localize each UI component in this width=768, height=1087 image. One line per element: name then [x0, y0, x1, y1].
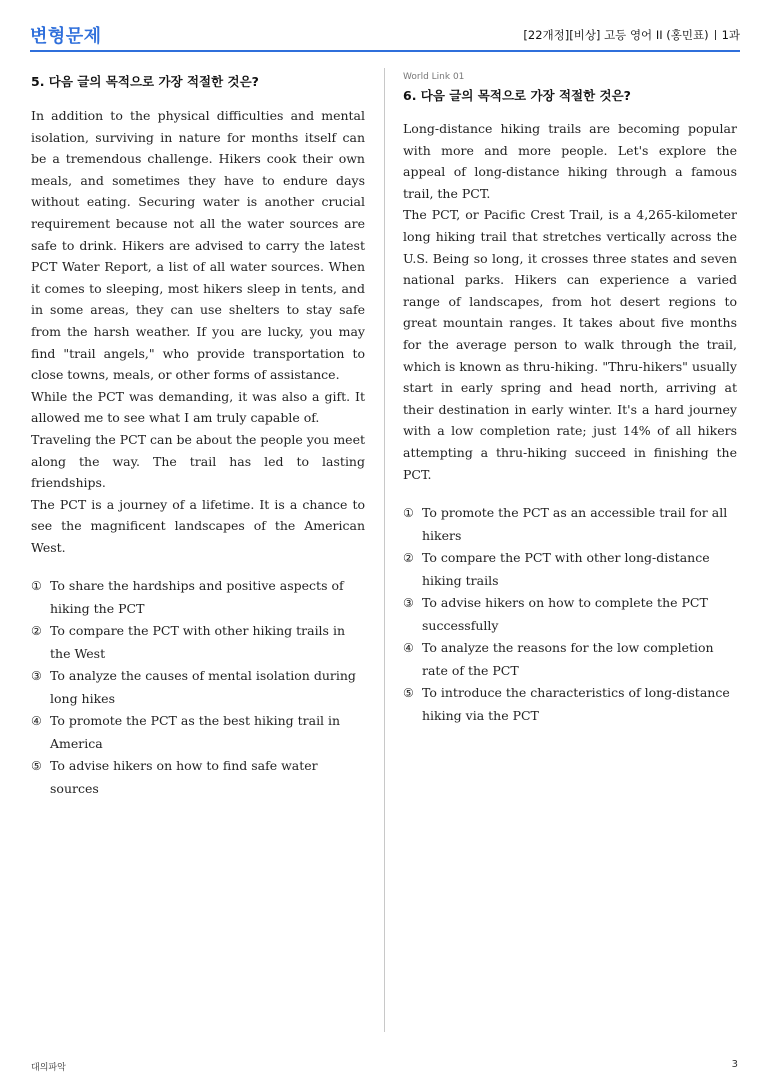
passage-paragraph: The PCT, or Pacific Crest Trail, is a 4,265-kilometer long hiking trail that stretches vertically across the U.S. Being so long, it crosses three states and seven national parks. Hikers can experience a varied range of landscapes, from hot desert regions to great mountain ranges. It takes about five months for the average person to walk through the trail, which is known as thru-hiking. "Thru-hikers" usually start in early spring and head north, arriving at their destination in early winter. It's a hard journey with a low completion rate; just 14% of all hikers attempting a thru-hiking succeed in finishing the PCT.	[403, 207, 737, 482]
question-6	[403, 68, 737, 727]
option-number: ④	[403, 641, 414, 656]
option-text: To analyze the reasons for the low completion rate of the PCT	[422, 640, 714, 678]
page-header	[30, 20, 740, 52]
option-number: ①	[403, 506, 414, 521]
passage-paragraph: While the PCT was demanding, it was also a gift. It allowed me to see what I am truly capable of.	[31, 388, 365, 426]
page-number: 3	[731, 1059, 738, 1070]
lesson-label: 1과	[721, 28, 740, 42]
answer-option[interactable]	[403, 547, 737, 592]
answer-option[interactable]	[403, 502, 737, 547]
footer-section-label: 대의파악	[31, 1063, 66, 1073]
option-text: To advise hikers on how to find safe water sources	[50, 758, 318, 796]
option-number: ④	[31, 714, 42, 729]
answer-option[interactable]	[403, 637, 737, 682]
answer-option[interactable]	[31, 620, 365, 665]
passage	[403, 118, 737, 485]
passage-paragraph: Traveling the PCT can be about the people you meet along the way. The trail has led to lasting friendships.	[31, 431, 365, 491]
option-text: To compare the PCT with other long-distance hiking trails	[422, 550, 710, 588]
answer-option[interactable]	[31, 755, 365, 800]
option-text: To promote the PCT as an accessible trail for all hikers	[422, 505, 728, 543]
column-divider	[384, 68, 385, 1032]
question-5	[31, 68, 365, 800]
option-number: ③	[403, 596, 414, 611]
option-number: ③	[31, 669, 42, 684]
passage-paragraph: The PCT is a journey of a lifetime. It is a chance to see the magnificent landscapes of the American West.	[31, 496, 365, 555]
option-number: ②	[403, 551, 414, 566]
option-text: To share the hardships and positive aspects of hiking the PCT	[50, 578, 344, 616]
option-number: ②	[31, 624, 42, 639]
question-title: 6. 다음 글의 목적으로 가장 적절한 것은?	[403, 88, 631, 103]
option-number: ⑤	[403, 686, 414, 701]
option-text: To compare the PCT with other hiking trails in the West	[50, 623, 345, 661]
answer-options	[31, 575, 365, 800]
course-info	[523, 27, 740, 43]
answer-option[interactable]	[403, 682, 737, 727]
question-title: 5. 다음 글의 목적으로 가장 적절한 것은?	[31, 74, 259, 89]
passage-paragraph: Long-distance hiking trails are becoming popular with more and more people. Let's explore the appeal of long-distance hiking through a famous trail, the PCT.	[403, 121, 737, 201]
answer-option[interactable]	[31, 710, 365, 755]
option-text: To promote the PCT as the best hiking trail in America	[50, 713, 341, 751]
passage	[31, 105, 365, 558]
option-text: To advise hikers on how to complete the PCT successfully	[422, 595, 708, 633]
separator	[715, 30, 716, 40]
answer-option[interactable]	[31, 575, 365, 620]
option-text: To analyze the causes of mental isolation during long hikes	[50, 668, 356, 706]
answer-option[interactable]	[403, 592, 737, 637]
answer-options	[403, 502, 737, 727]
source-tag: World Link 01	[403, 72, 465, 82]
passage-paragraph: In addition to the physical difficulties and mental isolation, surviving in nature for months itself can be a tremendous challenge. Hikers cook their own meals, and sometimes they have to endure days without eating. Securing water is another crucial requirement because not all the water sources are safe to drink. Hikers are advised to carry the latest PCT Water Report, a list of all water sources. When it comes to sleeping, most hikers sleep in tents, and in some areas, they can use shelters to stay safe from the harsh weather. If you are lucky, you may find "trail angels," who provide transportation to close towns, meals, or other forms of assistance.	[31, 108, 365, 383]
answer-option[interactable]	[31, 665, 365, 710]
option-number: ①	[31, 579, 42, 594]
option-number: ⑤	[31, 759, 42, 774]
course-name: [22개정][비상] 고등 영어 II (홍민표)	[523, 28, 709, 42]
option-text: To introduce the characteristics of long-distance hiking via the PCT	[422, 685, 730, 723]
brand-title: 변형문제	[30, 26, 102, 47]
